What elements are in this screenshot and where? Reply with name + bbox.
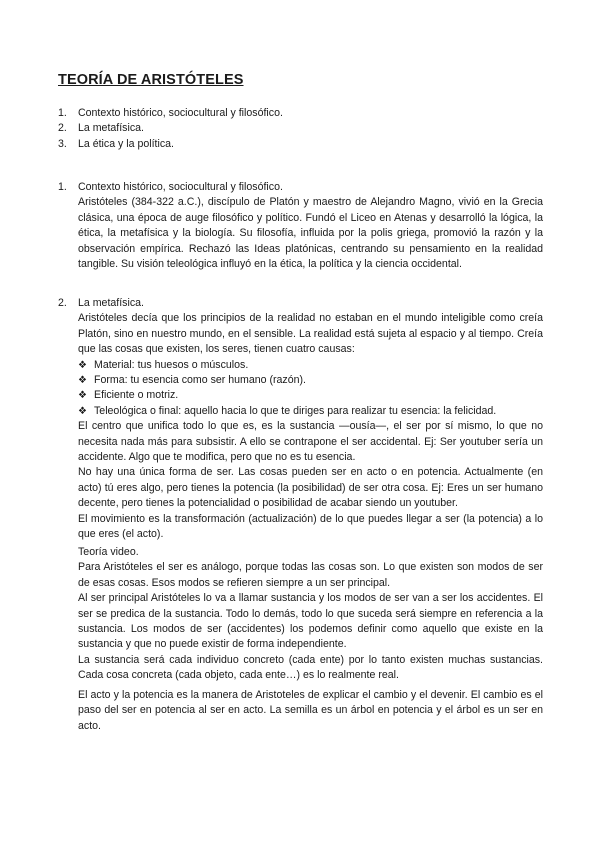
video-paragraph: La sustancia será cada individuo concreto (cada ente) por lo tanto existen muchas sustancias. Cada cosa concreta (cada objeto, cada ente…) es lo realmente real. xyxy=(78,653,543,682)
section-heading xyxy=(58,296,543,311)
closing-paragraph: El acto y la potencia es la manera de Aristoteles de explicar el cambio y el devenir. El cambio es el paso del ser en potencia al ser en acto. La semilla es un árbol en potencia y el árbol es un ser en acto. xyxy=(78,689,543,732)
toc-item xyxy=(58,137,538,152)
section-paragraph: El movimiento es la transformación (actualización) de lo que puedes llegar a ser (la potencia) a lo que eres (el acto). xyxy=(78,512,543,541)
section-paragraph: No hay una única forma de ser. Las cosas pueden ser en acto o en potencia. Actualmente (en acto) tú eres algo, pero tienes la potencia (la posibilidad) de ser otra cosa. Ej: Eres un ser humano decente, pero tienes la potencialidad o posibilidad de acabar siendo un youtuber. xyxy=(78,466,543,510)
section-paragraph: El centro que unifica todo lo que es, es la sustancia —ousía—, el ser por sí mismo, lo que no necesita nada más para subsistir. A ello se contrapone el ser accidental. Ej: Ser youtuber sería un accidente. Algo que te modifica, pero que no es tu esencia. xyxy=(78,420,543,464)
toc-item xyxy=(58,121,538,136)
section-number: 1. xyxy=(58,181,67,193)
toc-number: 2. xyxy=(58,122,67,135)
list-item xyxy=(78,373,543,388)
section-paragraph: Aristóteles decía que los principios de la realidad no estaban en el mundo inteligible como creía Platón, sino en nuestro mundo, en el sensible. La realidad está sujeta al espacio y al tiempo. Creía que las cosas que existen, los seres, tienen cuatro causas: xyxy=(78,312,543,356)
video-paragraph: Al ser principal Aristóteles lo va a llamar sustancia y los modos de ser van a ser los accidentes. El ser se predica de la sustancia. Todo lo demás, todo lo que suceda será siempre en referencia a la sustancia. Los modos de ser (accidentes) los podemos definir como aquello que existe en la sustancia y que no puede existir de forma independiente. xyxy=(78,592,543,651)
cause-text: Teleológica o final: aquello hacia lo que te diriges para realizar tu esencia: la felicidad. xyxy=(94,404,497,417)
section-paragraph: Aristóteles (384-322 a.C.), discípulo de Platón y maestro de Alejandro Magno, vivió en la Grecia clásica, una época de auge filosófico y político. Fundó el Liceo en Atenas y desarrolló la lógica, la ética, la metafísica y la biología. Su filosofía, influida por la polis griega, promovió la razón y la observación empírica. Rechazó las Ideas platónicas, centrando su pensamiento en la realidad tangible. Su visión teleológica influyó en la ética, la política y la ciencia occidental. xyxy=(78,196,543,271)
diamond-bullet-icon: ❖ xyxy=(78,359,87,371)
toc-label: Contexto histórico, sociocultural y filosófico. xyxy=(78,107,283,119)
list-item xyxy=(78,404,543,419)
section-metaphysics xyxy=(58,296,543,543)
section-title: Contexto histórico, sociocultural y filosófico. xyxy=(78,181,283,193)
causes-list xyxy=(78,358,543,420)
cause-text: Forma: tu esencia como ser humano (razón). xyxy=(94,374,306,387)
cause-text: Material: tus huesos o músculos. xyxy=(94,358,249,371)
table-of-contents xyxy=(58,106,538,152)
section-title: La metafísica. xyxy=(78,297,144,309)
toc-label: La metafísica. xyxy=(78,122,144,135)
page-title: TEORÍA DE ARISTÓTELES xyxy=(58,72,244,88)
toc-label: La ética y la política. xyxy=(78,137,174,150)
toc-number: 3. xyxy=(58,137,67,150)
toc-number: 1. xyxy=(58,107,67,119)
diamond-bullet-icon: ❖ xyxy=(78,390,87,402)
section-number: 2. xyxy=(58,297,67,309)
toc-item xyxy=(58,106,538,121)
list-item xyxy=(78,388,543,403)
cause-text: Eficiente o motriz. xyxy=(94,389,179,402)
section-heading xyxy=(58,180,543,195)
list-item xyxy=(78,358,543,373)
diamond-bullet-icon: ❖ xyxy=(78,405,87,417)
video-notes xyxy=(78,545,543,684)
closing-notes xyxy=(78,688,543,734)
section-context xyxy=(58,180,543,272)
video-heading: Teoría video. xyxy=(78,546,139,558)
diamond-bullet-icon: ❖ xyxy=(78,375,87,387)
video-paragraph: Para Aristóteles el ser es análogo, porque todas las cosas son. Lo que existen son modos de ser de esas cosas. Esos modos se refieren siempre a un ser principal. xyxy=(78,561,543,589)
